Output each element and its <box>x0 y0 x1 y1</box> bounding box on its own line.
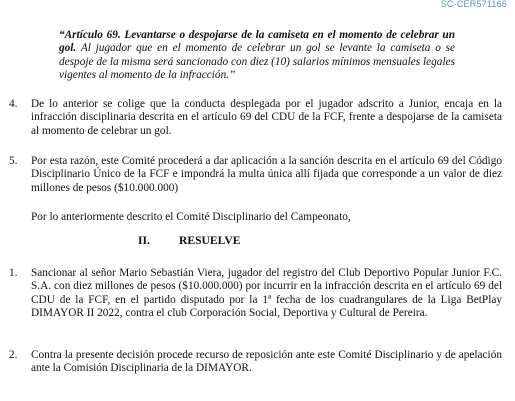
quote-article-text: Al jugador que en el momento de celebrar un gol se levante la camiseta o se despoje de la misma será sancionado con diez (10) salarios mínimos mensuales legales vigentes al momento de la infracción.” <box>59 42 455 81</box>
item-text: Sancionar al señor Mario Sebastián Viera, jugador del registro del Club Deportivo Popular Junior F.C. S.A. con diez millones de pesos ($10.000.000) por incurrir en la infracción descrita en el artículo 69 del CDU de la FCF, en el partido disputado por la 1ª fecha de los cuadrangulares de la Liga BetPlay DIMAYOR II 2022, contra el club Corporación Social, Deportiva y Cultural de Pereira. <box>31 267 502 319</box>
article-quote <box>59 29 455 82</box>
document-code: SC-CER571166 <box>440 0 507 9</box>
closing-paragraph: Por lo anteriormente descrito el Comité Disciplinario del Campeonato, <box>31 211 351 223</box>
section-title: RESUELVE <box>179 234 241 247</box>
quote-article-title: “Artículo 69. Levantarse o despojarse de la camiseta en el momento de celebrar un gol. <box>59 29 455 55</box>
item-number: 2. <box>9 349 18 361</box>
item-number: 4. <box>9 98 18 110</box>
item-number: 1. <box>9 267 18 279</box>
item-text: De lo anterior se colige que la conducta desplegada por el jugador adscrito a Junior, encaja en la infracción disciplinaria descrita en el artículo 69 del CDU de la FCF, frente a despojarse de la camiseta al momento de celebrar un gol. <box>31 98 502 137</box>
section-number: II. <box>138 234 150 247</box>
item-text: Por esta razón, este Comité procederá a dar aplicación a la sanción descrita en el artículo 69 del Código Disciplinario Único de la FCF e impondrá la multa única allí fijada que corresponde a un valor de diez millones de pesos ($10.000.000) <box>31 155 502 194</box>
section-heading <box>138 234 240 247</box>
item-text: Contra la presente decisión procede recurso de reposición ante este Comité Disciplinario y de apelación ante la Comisión Disciplinaria de la DIMAYOR. <box>31 349 502 375</box>
item-number: 5. <box>9 155 18 167</box>
